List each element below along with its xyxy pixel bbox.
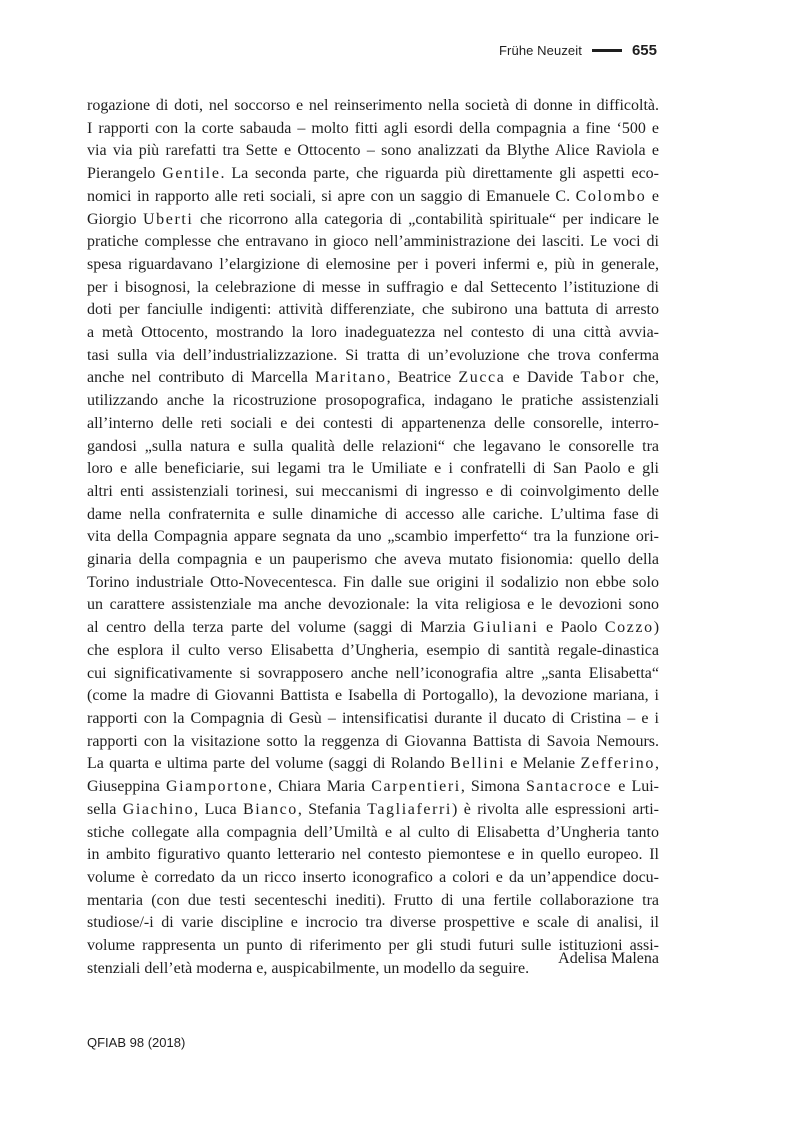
text-line bbox=[87, 549, 659, 572]
text-segment: cui significativamente si sovrapposero anche nell’iconografia altre „santa Elisabetta“ bbox=[87, 664, 659, 682]
text-segment: e Davide bbox=[505, 369, 581, 387]
text-segment: stenziali dell’età moderna e, auspicabilmente, un modello da seguire. bbox=[87, 959, 530, 977]
author-surname: Bellini bbox=[450, 755, 505, 773]
text-segment: vita della Compagnia appare segnata da uno „scambio imperfetto“ tra la funzione ori- bbox=[87, 528, 659, 546]
author-surname: Giuliani bbox=[473, 619, 539, 637]
author-surname: Giamportone bbox=[166, 778, 269, 796]
text-segment: , Beatrice bbox=[386, 369, 459, 387]
text-line bbox=[87, 572, 659, 595]
author-surname: Gentile bbox=[162, 165, 221, 183]
text-segment: all’interno delle reti sociali e dei contesti di appartenenza delle consorelle, interro- bbox=[87, 414, 659, 432]
text-segment: I rapporti con la corte sabauda – molto fitti agli esordi della compagnia a fine ‘500 e bbox=[87, 119, 659, 137]
text-segment: loro e alle beneficiarie, sui legami tra le Umiliate e i confratelli di San Paolo e gli bbox=[87, 460, 659, 478]
author-surname: Tabor bbox=[580, 369, 626, 387]
text-segment: rogazione di doti, nel soccorso e nel reinserimento nella società di donne in difficoltà. bbox=[87, 97, 659, 114]
text-line bbox=[87, 140, 659, 163]
text-line bbox=[87, 390, 659, 413]
text-segment: e Melanie bbox=[505, 755, 581, 773]
text-segment: gandosi „sulla natura e sulla qualità delle relazioni“ che legavano le consorelle tra bbox=[87, 437, 659, 455]
text-segment: volume è corredato da un ricco inserto iconografico a colori e da un’appendice docu- bbox=[87, 868, 659, 886]
text-line bbox=[87, 209, 659, 232]
text-segment: rapporti con la Compagnia di Gesù – intensificatisi durante il ducato di Cristina – e i bbox=[87, 709, 659, 727]
text-line bbox=[87, 163, 659, 186]
text-segment: tasi sulla via dell’industrializzazione. Si tratta di un’evoluzione che trova conferma bbox=[87, 346, 659, 364]
text-segment: Torino industriale Otto-Novecentesca. Fin dalle sue origini il sodalizio non ebbe solo bbox=[87, 573, 659, 591]
text-line bbox=[87, 776, 659, 799]
text-line bbox=[87, 254, 659, 277]
section-title: Frühe Neuzeit bbox=[499, 43, 582, 58]
text-segment: utilizzando anche la ricostruzione prosopografica, indagano le pratiche assistenziali bbox=[87, 392, 659, 410]
text-segment: nomici in rapporto alle reti sociali, si apre con un saggio di Emanuele C. bbox=[87, 187, 576, 205]
author-surname: Santacroce bbox=[525, 778, 613, 796]
text-segment: (come la madre di Giovanni Battista e Isabella di Portogallo), la devozione mariana, i bbox=[87, 687, 659, 705]
review-author-signature: Adelisa Malena bbox=[558, 950, 659, 967]
text-line bbox=[87, 95, 659, 118]
journal-footer: QFIAB 98 (2018) bbox=[87, 1035, 186, 1050]
text-segment: che ricorrono alla categoria di „contabilità spirituale“ per indicare le bbox=[193, 210, 660, 228]
author-surname: Maritano bbox=[315, 369, 387, 387]
text-line bbox=[87, 322, 659, 345]
text-line bbox=[87, 731, 659, 754]
author-surname: Bianco bbox=[242, 800, 298, 818]
text-line bbox=[87, 526, 659, 549]
text-line bbox=[87, 799, 659, 822]
text-line bbox=[87, 663, 659, 686]
text-segment: e Paolo bbox=[538, 619, 605, 637]
text-segment: , Simona bbox=[460, 778, 526, 796]
text-line bbox=[87, 186, 659, 209]
text-segment: sella bbox=[87, 800, 123, 818]
text-line bbox=[87, 481, 659, 504]
text-segment: ginaria della compagnia e un pauperismo che aveva mutato fisionomia: quello della bbox=[87, 551, 659, 569]
text-line bbox=[87, 367, 659, 390]
page-number: 655 bbox=[631, 42, 657, 59]
text-line bbox=[87, 890, 659, 913]
text-line bbox=[87, 231, 659, 254]
review-body-text bbox=[87, 95, 659, 980]
text-line bbox=[87, 753, 659, 776]
author-surname: Uberti bbox=[142, 210, 194, 228]
text-segment: dame nella confraternita e sulle dinamiche di accesso alle cariche. L’ultima fase di bbox=[87, 505, 659, 523]
author-surname: Carpentieri bbox=[371, 778, 461, 796]
author-surname: Zefferino bbox=[580, 755, 655, 773]
running-header bbox=[499, 42, 657, 59]
author-surname: Zucca bbox=[458, 369, 506, 387]
text-segment: , Chiara Maria bbox=[268, 778, 372, 796]
text-segment: rapporti con la visitazione sotto la reggenza di Giovanna Battista di Savoia Nemours. bbox=[87, 732, 659, 750]
text-segment: studiose/-i di varie discipline e incrocio tra diverse prospettive e scale di analisi, il bbox=[87, 914, 659, 932]
text-line bbox=[87, 822, 659, 845]
text-segment: per i bisognosi, la celebrazione di messe in suffragio e dal Settecento l’istituzione di bbox=[87, 278, 659, 296]
text-line bbox=[87, 436, 659, 459]
text-segment: altri enti assistenziali torinesi, sui meccanismi di ingresso e di coinvolgimento delle bbox=[87, 482, 659, 500]
text-segment: volume rappresenta un punto di riferimento per gli studi futuri sulle istituzioni assi- bbox=[87, 937, 659, 955]
text-line bbox=[87, 685, 659, 708]
text-line bbox=[87, 594, 659, 617]
text-segment: ) è rivolta alle espressioni arti- bbox=[451, 800, 660, 818]
text-segment: Giuseppina bbox=[87, 778, 166, 796]
text-line bbox=[87, 504, 659, 527]
text-segment: . La seconda parte, che riguarda più direttamente gli aspetti eco- bbox=[220, 165, 660, 183]
text-line bbox=[87, 640, 659, 663]
text-segment: , Luca bbox=[194, 800, 243, 818]
text-line bbox=[87, 413, 659, 436]
author-surname: Cozzo bbox=[604, 619, 654, 637]
text-segment: e Lui- bbox=[612, 778, 660, 796]
author-surname: Giachino bbox=[122, 800, 195, 818]
text-segment: che esplora il culto verso Elisabetta d’Ungheria, esempio di santità regale-dinastica bbox=[87, 641, 659, 659]
text-segment: ) bbox=[653, 619, 660, 637]
text-line bbox=[87, 844, 659, 867]
text-segment: anche nel contributo di Marcella bbox=[87, 369, 316, 387]
text-segment: , bbox=[655, 755, 659, 773]
text-line bbox=[87, 299, 659, 322]
text-segment: , Stefania bbox=[297, 800, 368, 818]
author-surname: Tagliaferri bbox=[367, 800, 452, 818]
text-segment: al centro della terza parte del volume (saggi di Marzia bbox=[87, 619, 474, 637]
text-line bbox=[87, 867, 659, 890]
text-segment: in ambito figurativo quanto letterario nel contesto piemontese e in quello europeo. Il bbox=[87, 846, 659, 864]
text-line bbox=[87, 617, 659, 640]
text-line bbox=[87, 277, 659, 300]
text-segment: pratiche complesse che entravano in gioco nell’amministrazione dei lasciti. Le voci di bbox=[87, 233, 659, 251]
text-segment: un carattere assistenziale ma anche devozionale: la vita religiosa e le devozioni sono bbox=[87, 596, 659, 614]
header-rule bbox=[592, 49, 622, 52]
text-segment: che, bbox=[625, 369, 660, 387]
text-segment: doti per fanciulle indigenti: attività differenziate, che subirono una battuta di arresto bbox=[87, 301, 659, 319]
text-segment: Pierangelo bbox=[87, 165, 163, 183]
text-segment: Giorgio bbox=[87, 210, 143, 228]
text-segment: via via più rarefatti tra Sette e Ottocento – sono analizzati da Blythe Alice Raviola e bbox=[87, 142, 659, 160]
author-surname: Colombo bbox=[575, 187, 647, 205]
text-line bbox=[87, 118, 659, 141]
text-segment: spesa riguardavano l’elargizione di elemosine per i poveri infermi e, più in generale, bbox=[87, 255, 659, 273]
text-line bbox=[87, 708, 659, 731]
text-line bbox=[87, 345, 659, 368]
text-segment: a metà Ottocento, mostrando la loro inadeguatezza nel contesto di una città avvia- bbox=[87, 324, 659, 342]
text-segment: e bbox=[646, 187, 659, 205]
text-segment: mentaria (con due testi secenteschi inediti). Frutto di una fertile collaborazione tra bbox=[87, 891, 659, 909]
text-segment: La quarta e ultima parte del volume (saggi di Rolando bbox=[87, 755, 451, 773]
text-line bbox=[87, 912, 659, 935]
text-segment: stiche collegate alla compagnia dell’Umiltà e al culto di Elisabetta d’Ungheria tanto bbox=[87, 823, 659, 841]
text-line bbox=[87, 458, 659, 481]
